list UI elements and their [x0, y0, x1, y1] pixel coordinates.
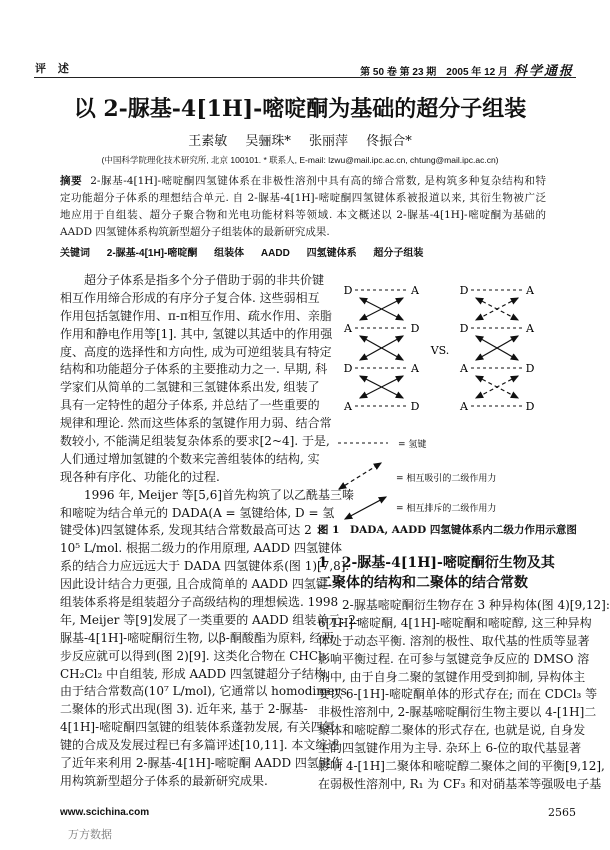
text-line: 剂中, 由于自身二聚的氢键作用受到抑制, 异构体主 — [318, 669, 586, 684]
text-line: CH₂Cl₂ 中自组装, 形成 AADD 四氢键超分子结构. — [60, 666, 330, 681]
atom-label: A — [526, 322, 534, 335]
text-line: 由于结合常数高(10⁷ L/mol), 它通常以 homodimers — [60, 684, 347, 699]
text-line: 在弱极性溶剂中, R₁ 为 CF₃ 和对硝基苯等强吸电子基 — [318, 776, 602, 791]
text-line: 键的合成及发展过程已有多篇评述[10,11]. 本文综述 — [60, 738, 340, 753]
keywords-label: 关键词 — [60, 248, 90, 259]
text-line: 6[1H]-嘧啶酮, 4[1H]-嘧啶酮和嘧啶醇, 这三种异构 — [318, 615, 592, 630]
text-line: 步反应就可以得到(图 2)[9]. 这类化合物在 CHCl₃, — [60, 648, 331, 663]
text-line: 年, Meijer 等[9]发展了一类重要的 AADD 组装单元: 2- — [60, 612, 360, 627]
figure-1-caption: 图 1 DADA, AADD 四氢键体系内二级力作用示意图 — [318, 524, 577, 536]
text-line: 现各种有序化、功能化的过程. — [60, 469, 220, 484]
abstract-line: AADD 四氢键体系构筑新型超分子组装体的最新研究成果. — [60, 226, 330, 238]
text-line: 要以 6-[1H]-嘧啶酮单体的形式存在; 而在 CDCl₃ 等 — [318, 687, 598, 702]
text-line: 4[1H]-嘧啶酮四氢键的组装体系蓬勃发展, 有关四氢 — [60, 720, 335, 735]
text-line: 人们通过增加氢键的个数来完善组装体的结构, 实 — [60, 451, 320, 466]
text-line: 度、高度的选择性和方向性, 成为可逆组装具有特定 — [60, 344, 332, 359]
legend-attractive-arrow — [339, 463, 381, 489]
page-number: 2565 — [548, 806, 576, 819]
keyword: 组装体 — [214, 248, 245, 259]
section-1-heading: 1 2-脲基-4[1H]-嘧啶酮衍生物及其二聚体的结构和二聚体的结合常数 — [318, 555, 555, 591]
atom-label: D — [525, 400, 535, 413]
atom-label: D — [410, 322, 420, 335]
legend-label: = 相互吸引的二级作用力 — [396, 474, 497, 484]
atom-label: D — [410, 400, 420, 413]
affiliation: (中国科学院理化技术研究所, 北京 100101. * 联系人, E-mail: lzwu@mail.ipc.ac.cn, chtung@mail.ipc.ac.cn) — [101, 155, 499, 165]
text-line: 非极性溶剂中, 2-脲基嘧啶酮衍生物主要以 4-[1H]二 — [318, 705, 597, 720]
right-column-body — [318, 597, 610, 794]
text-line: 数较小, 不能满足组装复杂体系的要求[2~4]. 于是, — [60, 434, 330, 449]
section-label: 评 述 — [35, 62, 73, 75]
text-line: 二聚体的形式出现(图 3). 近年来, 基于 2-脲基- — [60, 702, 308, 717]
vs-label: VS. — [430, 344, 450, 357]
text-line: 2-脲基嘧啶酮衍生物存在 3 种异构体(图 4)[9,12]: — [342, 598, 610, 612]
atom-label: A — [344, 322, 352, 335]
atom-label: D — [459, 284, 469, 297]
text-line: 结构和功能超分子体系的主要推动力之一. 早期, 科 — [60, 362, 328, 377]
text-line: 系的结合力应远远大于 DADA 四氢键体系(图 1)[7,8]. — [60, 559, 350, 574]
abstract-text: 2-脲基-4[1H]-嘧啶酮四氢键体系在非极性溶剂中具有高的缔合常数, 是构筑多种复杂结构和特 — [90, 175, 546, 187]
abstract-line: 定功能超分子体系的理想结合单元. 自 2-脲基-4[1H]-嘧啶酮四氢键体系被报道以来, 其衍生物被广泛 — [60, 192, 546, 204]
keyword: 四氢键体系 — [306, 248, 357, 259]
watermark: 万方数据 — [68, 828, 112, 841]
atom-label: D — [459, 322, 469, 335]
atom-label: A — [344, 400, 352, 413]
journal-logo: 科学通报 — [513, 63, 574, 78]
text-line: 作用和静电作用等[1]. 其中, 氢键以其适中的作用强 — [60, 326, 333, 341]
paper-title: 以 2-脲基-4[1H]-嘧啶酮为基础的超分子组装 — [73, 96, 527, 122]
atom-label: D — [343, 284, 353, 297]
text-line: 规律和理论. 然而这些体系的氢键作用力弱、结合常 — [60, 416, 332, 431]
legend-repulsive-arrow — [345, 497, 386, 519]
keyword: 2-脲基-4[1H]-嘧啶酮 — [106, 248, 198, 259]
atom-label: A — [411, 284, 419, 297]
text-line: 和嘧啶为结合单元的 DADA(A = 氢键给体, D = 氢 — [60, 505, 335, 520]
atom-label: A — [460, 400, 468, 413]
text-line: 超分子体系是指多个分子借助于弱的非共价键 — [84, 273, 325, 287]
right-column — [318, 553, 610, 794]
text-line: 作用包括氢键作用、π-π相互作用、疏水作用、亲脂 — [60, 308, 332, 323]
text-line: 生的四氢键作用为主导. 杂环上 6-位的取代基显著 — [318, 741, 582, 756]
text-line: 聚体和嘧啶醇二聚体的形式存在, 也就是说, 自身发 — [318, 723, 586, 738]
atom-label: A — [411, 362, 419, 375]
text-line: 影响 4-[1H]二聚体和嘧啶醇二聚体之间的平衡[9,12], — [318, 759, 605, 774]
text-line: 组装体系将是组装超分子高级结构的理想候选. 1998 — [60, 595, 339, 610]
text-line: 具有一定特性的超分子体系, 并总结了一些重要的 — [60, 398, 320, 413]
atom-label: D — [525, 362, 535, 375]
keyword: AADD — [260, 248, 290, 259]
abstract-line: 地应用于自组装、超分子聚合物和光电功能材料等领域. 本文概述以 2-脲基-4[1H]-嘧啶酮为基础的 — [60, 209, 546, 221]
atom-label: A — [460, 362, 468, 375]
text-line: 了近年来利用 2-脲基-4[1H]-嘧啶酮 AADD 四氢键作 — [60, 756, 343, 771]
issue-info: 第 50 卷 第 23 期 2005 年 12 月 — [360, 67, 508, 78]
text-line: 影响平衡过程. 在可参与氢键竞争反应的 DMSO 溶 — [318, 651, 590, 666]
text-line: 用构筑新型超分子体系的最新研究成果. — [60, 773, 268, 788]
atom-label: A — [526, 284, 534, 297]
keyword: 超分子组装 — [373, 248, 424, 259]
text-line: 学家们从简单的二氢键和三氢键体系出发, 组装了 — [60, 380, 320, 395]
text-line: 10⁵ L/mol. 根据二级力的作用原理, AADD 四氢键体 — [60, 541, 342, 556]
text-line: 脲基-4[1H]-嘧啶酮衍生物, 以β-酮酸酯为原料, 经两 — [60, 630, 334, 645]
text-line: 相互作用缔合形成的有序分子复合体. 这些弱相互 — [60, 290, 320, 305]
text-line: 因此设计结合力更强, 且合成简单的 AADD 四氢键 — [60, 577, 328, 592]
text-line: 键受体)四氢键体系, 发现其结合常数最高可达 2 × — [60, 523, 326, 538]
legend-label: = 相互排斥的二级作用力 — [396, 504, 497, 514]
authors: 王素敏 吴骊珠* 张丽萍 佟振合* — [188, 134, 412, 149]
atom-label: D — [343, 362, 353, 375]
text-line: 体处于动态平衡. 溶剂的极性、取代基的性质等显著 — [318, 633, 590, 648]
text-line: 1996 年, Meijer 等[5,6]首先构筑了以乙酰基三嗪 — [84, 487, 355, 502]
legend-label: = 氢键 — [398, 440, 427, 450]
footer-url[interactable]: www.scichina.com — [60, 807, 150, 818]
abstract-label: 摘要 — [60, 175, 83, 187]
